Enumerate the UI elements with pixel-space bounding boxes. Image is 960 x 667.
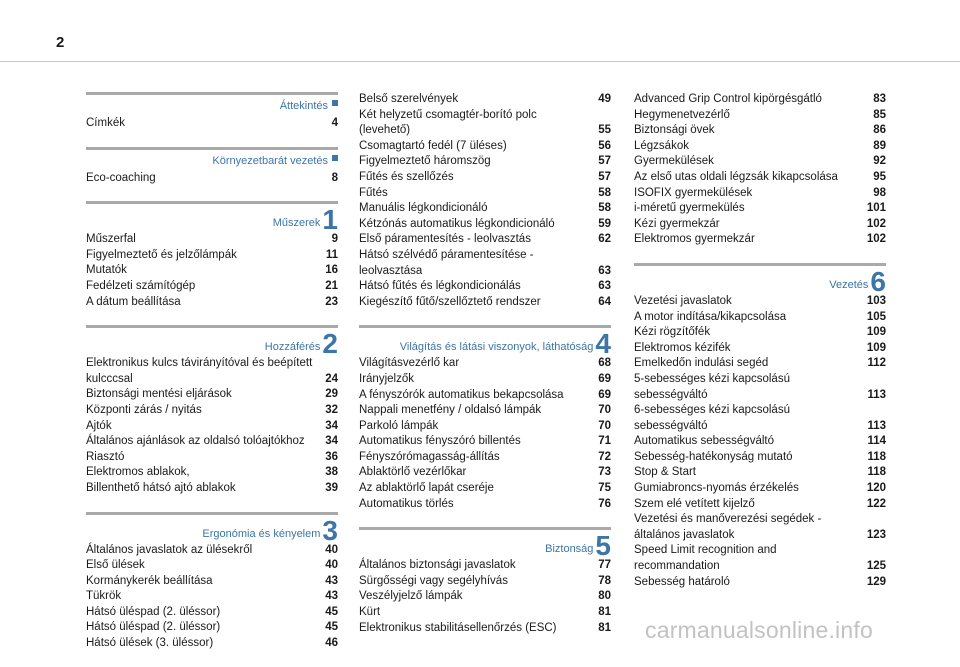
toc-entry-title: Eco-coaching <box>86 171 156 184</box>
section-number: 3 <box>322 514 338 546</box>
toc-section <box>359 92 611 310</box>
toc-entry[interactable] <box>634 294 886 310</box>
toc-section <box>359 527 611 636</box>
toc-entry-page: 29 <box>325 388 338 401</box>
toc-entry-page: 34 <box>325 419 338 432</box>
toc-entry-title: Vezetési és manőverezési segédek - általános javaslatok <box>634 513 822 541</box>
toc-entry[interactable] <box>359 497 611 513</box>
section-heading <box>86 512 338 546</box>
toc-entry-page: 92 <box>873 155 886 168</box>
toc-entry-page: 43 <box>325 574 338 587</box>
toc-entry[interactable] <box>86 279 338 295</box>
toc-entry[interactable] <box>86 403 338 419</box>
toc-entry-title: A motor indítása/kikapcsolása <box>634 310 787 323</box>
toc-entry-title: Advanced Grip Control kipörgésgátló <box>634 93 822 105</box>
toc-entry-title: Kormánykerék beállítása <box>86 574 213 587</box>
toc-entry[interactable] <box>86 465 338 481</box>
toc-entry-page: 45 <box>325 621 338 634</box>
toc-column-2 <box>359 92 611 651</box>
toc-entry-title: Hátsó üléspad (2. üléssor) <box>86 621 221 634</box>
toc-entry-title: Fedélzeti számítógép <box>86 279 196 292</box>
toc-entry-page: 16 <box>325 264 338 277</box>
toc-entry-title: Billenthető hátsó ajtó ablakok <box>86 481 236 494</box>
toc-entry-page: 62 <box>598 233 611 246</box>
toc-entry[interactable] <box>359 434 611 450</box>
toc-column-3 <box>634 92 886 605</box>
toc-entry[interactable] <box>359 92 611 108</box>
toc-entry[interactable] <box>634 481 886 497</box>
toc-entry[interactable] <box>634 201 886 217</box>
toc-entry-title: Hátsó szélvédő páramentesítése - leolvasztása <box>359 248 534 277</box>
toc-section <box>86 512 338 652</box>
toc-entry-page: 36 <box>325 450 338 463</box>
toc-entry-title: Fényszórómagasság-állítás <box>359 450 500 463</box>
toc-entry-page: 56 <box>598 139 611 152</box>
toc-entry-title: Automatikus sebességváltó <box>634 435 774 448</box>
toc-entry[interactable] <box>86 558 338 574</box>
toc-entry-page: 21 <box>325 279 338 292</box>
toc-entry-page: 57 <box>598 170 611 183</box>
toc-entry-page: 43 <box>325 590 338 603</box>
toc-entry-title: Kiegészítő fűtő/szellőztető rendszer <box>359 295 541 308</box>
toc-entry-title: Riasztó <box>86 450 125 463</box>
toc-entry[interactable] <box>86 605 338 621</box>
toc-entry-page: 58 <box>598 186 611 199</box>
section-heading <box>634 263 886 297</box>
toc-entry-title: Fűtés és szellőzés <box>359 170 454 183</box>
toc-entry[interactable] <box>634 92 886 108</box>
toc-entry-title: Ajtók <box>86 419 112 432</box>
toc-entry[interactable] <box>359 217 611 233</box>
toc-entry-page: 109 <box>866 326 886 339</box>
toc-entry[interactable] <box>359 481 611 497</box>
toc-entry-title: Elektronikus kulcs távirányítóval és beépített kulcccsal <box>86 357 313 385</box>
toc-section <box>86 147 338 187</box>
toc-entry-page: 46 <box>325 637 338 650</box>
section-square-icon <box>332 100 338 106</box>
toc-entry[interactable] <box>86 387 338 403</box>
toc-entry[interactable] <box>86 450 338 466</box>
toc-entry-title: Műszerfal <box>86 233 136 246</box>
toc-entry-title: A dátum beállítása <box>86 295 181 308</box>
toc-entry-title: 5-sebességes kézi kapcsolású sebességváltó <box>634 372 790 401</box>
toc-entry[interactable] <box>86 481 338 497</box>
toc-entry[interactable] <box>86 263 338 279</box>
toc-entry-page: 58 <box>598 202 611 215</box>
toc-entry-title: Belső szerelvények <box>359 93 459 105</box>
toc-entry-page: 76 <box>598 497 611 510</box>
toc-section <box>86 325 338 496</box>
toc-entry-title: Veszélyjelző lámpák <box>359 590 463 603</box>
section-title: Hozzáférés <box>264 341 321 354</box>
toc-entry-page: 11 <box>325 248 338 261</box>
toc-entry-page: 34 <box>325 435 338 448</box>
toc-entry-title: Manuális légkondicionáló <box>359 202 488 215</box>
toc-entry-page: 72 <box>598 450 611 463</box>
toc-entry-title: i-méretű gyermekülés <box>634 202 745 215</box>
toc-entry-title: Figyelmeztető és jelzőlámpák <box>86 248 237 261</box>
toc-entry-page: 95 <box>873 170 886 183</box>
toc-entry-title: Sürgősségi vagy segélyhívás <box>359 574 508 587</box>
toc-entry-title: Hátsó üléspad (2. üléssor) <box>86 605 221 618</box>
toc-entry[interactable] <box>359 170 611 186</box>
toc-entry-page: 125 <box>866 560 886 573</box>
toc-entry[interactable] <box>634 512 886 543</box>
toc-entry[interactable] <box>634 154 886 170</box>
toc-entry-title: Nappali menetfény / oldalsó lámpák <box>359 404 542 417</box>
toc-entry[interactable] <box>86 232 338 248</box>
toc-entry-page: 81 <box>598 606 611 619</box>
toc-entry[interactable] <box>359 248 611 279</box>
toc-entry[interactable] <box>86 636 338 652</box>
toc-entry[interactable] <box>359 201 611 217</box>
toc-entry-page: 118 <box>867 466 886 479</box>
toc-entry-page: 40 <box>325 543 338 556</box>
toc-entry-page: 83 <box>873 93 886 105</box>
toc-entry[interactable] <box>359 621 611 637</box>
toc-entry[interactable] <box>634 356 886 372</box>
toc-entry-page: 113 <box>867 388 886 401</box>
toc-entry[interactable] <box>634 465 886 481</box>
toc-entry-title: Elektromos gyermekzár <box>634 233 755 246</box>
toc-entry-page: 63 <box>598 264 611 277</box>
toc-entry[interactable] <box>634 325 886 341</box>
toc-entry-title: Biztonsági mentési eljárások <box>86 388 232 401</box>
toc-entry-page: 38 <box>325 466 338 479</box>
toc-entry-page: 24 <box>325 372 338 385</box>
toc-entry-page: 102 <box>866 217 886 230</box>
toc-entry[interactable] <box>634 341 886 357</box>
toc-entry-page: 118 <box>867 450 886 463</box>
toc-entry-title: Figyelmeztető háromszög <box>359 155 491 168</box>
header-rule <box>0 61 960 62</box>
toc-entry-title: Mutatók <box>86 264 127 277</box>
toc-entry-title: Első ülések <box>86 559 145 572</box>
section-number: 1 <box>322 204 338 236</box>
toc-entry-page: 112 <box>867 357 886 370</box>
toc-entry-title: Emelkedőn indulási segéd <box>634 357 769 370</box>
toc-entry[interactable] <box>359 154 611 170</box>
toc-entry-page: 32 <box>325 403 338 416</box>
toc-entry-page: 120 <box>866 482 886 495</box>
section-number: 4 <box>595 328 611 360</box>
toc-entry-title: Sebesség határoló <box>634 575 730 588</box>
toc-entry-page: 40 <box>325 559 338 572</box>
toc-section <box>634 92 886 248</box>
toc-entry-title: Hegymenetvezérlő <box>634 108 730 121</box>
toc-entry-title: Automatikus törlés <box>359 497 454 510</box>
section-heading <box>86 201 338 236</box>
toc-entry-title: Címkék <box>86 117 125 129</box>
section-number: 2 <box>322 328 338 360</box>
toc-section <box>634 263 886 590</box>
section-title: Áttekintés <box>279 100 328 112</box>
section-heading <box>359 527 611 562</box>
toc-entry-page: 64 <box>598 295 611 308</box>
toc-entry[interactable] <box>359 574 611 590</box>
toc-entry[interactable] <box>86 574 338 590</box>
toc-entry-page: 77 <box>598 559 611 572</box>
toc-entry-page: 89 <box>873 139 886 152</box>
toc-entry[interactable] <box>359 388 611 404</box>
toc-entry-title: Kézi rögzítőfék <box>634 326 711 339</box>
toc-entry-page: 81 <box>598 621 611 634</box>
toc-entry[interactable] <box>86 116 338 132</box>
toc-entry-title: Általános biztonsági javaslatok <box>359 559 516 572</box>
toc-entry-title: Elektromos kézifék <box>634 341 731 354</box>
toc-entry-title: Gumiabroncs-nyomás érzékelés <box>634 482 799 495</box>
toc-entry-page: 49 <box>598 93 611 105</box>
section-title: Biztonság <box>545 543 594 556</box>
toc-entry-page: 85 <box>873 108 886 121</box>
toc-entry-page: 71 <box>598 435 611 448</box>
toc-entry-page: 103 <box>866 294 886 307</box>
toc-entry-title: Vezetési javaslatok <box>634 294 732 307</box>
toc-entry[interactable] <box>634 372 886 403</box>
toc-entry[interactable] <box>634 497 886 513</box>
section-heading <box>86 325 338 360</box>
toc-entry[interactable] <box>634 170 886 186</box>
toc-entry-title: Az ablaktörlő lapát cseréje <box>359 482 494 495</box>
toc-entry-title: Parkoló lámpák <box>359 419 439 432</box>
section-square-icon <box>332 155 338 161</box>
toc-entry[interactable] <box>634 108 886 124</box>
section-title: Környezetbarát vezetés <box>212 154 328 167</box>
toc-entry[interactable] <box>634 232 886 248</box>
toc-entry-title: Stop & Start <box>634 466 697 479</box>
toc-column-1 <box>86 92 338 667</box>
toc-entry-page: 4 <box>331 117 338 129</box>
toc-entry-page: 45 <box>325 605 338 618</box>
toc-entry-page: 68 <box>598 357 611 370</box>
toc-entry-page: 122 <box>866 497 886 510</box>
toc-entry-title: Csomagtartó fedél (7 üléses) <box>359 139 507 152</box>
section-heading <box>359 325 611 360</box>
toc-entry[interactable] <box>86 295 338 311</box>
toc-entry-page: 98 <box>873 186 886 199</box>
toc-entry[interactable] <box>359 108 611 139</box>
toc-entry-page: 70 <box>598 404 611 417</box>
toc-entry[interactable] <box>359 372 611 388</box>
toc-entry-page: 102 <box>866 233 886 246</box>
toc-entry[interactable] <box>359 403 611 419</box>
toc-section <box>86 92 338 132</box>
toc-entry-page: 123 <box>866 528 886 541</box>
toc-entry[interactable] <box>634 217 886 233</box>
page-number: 2 <box>56 34 65 51</box>
toc-entry-page: 113 <box>867 419 886 432</box>
toc-entry-title: Biztonsági övek <box>634 124 715 137</box>
toc-entry-page: 80 <box>598 590 611 603</box>
watermark: carmanualsonline.info <box>645 617 873 643</box>
toc-entry-title: Légzsákok <box>634 139 689 152</box>
toc-entry[interactable] <box>359 450 611 466</box>
toc-entry[interactable] <box>86 419 338 435</box>
toc-entry[interactable] <box>86 543 338 559</box>
toc-entry-page: 39 <box>325 481 338 494</box>
toc-entry[interactable] <box>86 589 338 605</box>
toc-entry-title: Világításvezérlő kar <box>359 357 460 370</box>
toc-entry-title: Kétzónás automatikus légkondicionáló <box>359 217 555 230</box>
toc-entry[interactable] <box>634 123 886 139</box>
toc-entry[interactable] <box>359 465 611 481</box>
toc-entry-title: Szem elé vetített kijelző <box>634 497 755 510</box>
toc-entry-page: 59 <box>598 217 611 230</box>
toc-entry[interactable] <box>359 279 611 295</box>
toc-entry-title: ISOFIX gyermekülések <box>634 186 753 199</box>
section-title: Világítás és látási viszonyok, láthatóság <box>399 341 594 354</box>
toc-entry-title: Hátsó ülések (3. üléssor) <box>86 637 214 650</box>
toc-entry[interactable] <box>634 139 886 155</box>
toc-section <box>86 201 338 310</box>
toc-entry-page: 55 <box>598 124 611 137</box>
toc-entry-title: Elektromos ablakok, <box>86 466 190 479</box>
toc-entry-title: A fényszórók automatikus bekapcsolása <box>359 388 564 401</box>
section-number: 5 <box>595 530 611 562</box>
toc-entry-title: 6-sebességes kézi kapcsolású sebességváltó <box>634 404 790 432</box>
section-heading <box>86 92 338 115</box>
toc-entry-title: Központi zárás / nyitás <box>86 403 202 416</box>
toc-entry-page: 8 <box>331 171 338 184</box>
toc-entry-title: Irányjelzők <box>359 372 414 385</box>
section-title: Ergonómia és kényelem <box>202 527 321 540</box>
toc-entry-page: 70 <box>598 419 611 432</box>
toc-entry[interactable] <box>359 186 611 202</box>
toc-entry-page: 73 <box>598 466 611 479</box>
toc-entry-title: Speed Limit recognition and recommandation <box>634 544 777 573</box>
toc-entry-title: Elektronikus stabilitásellenőrzés (ESC) <box>359 621 557 634</box>
toc-entry-title: Kézi gyermekzár <box>634 217 720 230</box>
toc-entry-page: 86 <box>873 124 886 137</box>
toc-entry-page: 57 <box>598 155 611 168</box>
toc-entry-title: Hátsó fűtés és légkondicionálás <box>359 280 521 293</box>
toc-entry[interactable] <box>634 543 886 574</box>
toc-entry[interactable] <box>86 248 338 264</box>
toc-entry[interactable] <box>86 171 338 187</box>
toc-entry-title: Gyermekülések <box>634 155 714 168</box>
toc-section <box>359 325 611 512</box>
toc-entry-title: Általános javaslatok az ülésekről <box>86 543 253 556</box>
toc-entry[interactable] <box>634 186 886 202</box>
toc-entry[interactable] <box>86 356 338 387</box>
section-number: 6 <box>870 265 886 297</box>
section-title: Műszerek <box>272 217 321 230</box>
toc-entry-title: Általános ajánlások az oldalsó tolóajtókhoz <box>86 435 305 448</box>
toc-entry-page: 101 <box>866 202 886 215</box>
toc-entry-title: Fűtés <box>359 186 388 199</box>
toc-entry[interactable] <box>359 139 611 155</box>
toc-entry[interactable] <box>359 419 611 435</box>
section-title: Vezetés <box>829 278 869 291</box>
toc-entry-title: Első páramentesítés - leolvasztás <box>359 233 531 246</box>
toc-entry[interactable] <box>359 232 611 248</box>
toc-entry-page: 69 <box>598 372 611 385</box>
toc-entry-page: 105 <box>866 310 886 323</box>
toc-entry[interactable] <box>359 295 611 311</box>
section-heading <box>86 147 338 170</box>
toc-entry[interactable] <box>634 403 886 434</box>
toc-entry-title: Ablaktörlő vezérlőkar <box>359 466 467 479</box>
toc-entry-page: 63 <box>598 280 611 293</box>
toc-entry-page: 109 <box>866 341 886 354</box>
toc-entry[interactable] <box>86 434 338 450</box>
toc-entry-page: 129 <box>866 575 886 588</box>
toc-entry-page: 114 <box>867 435 886 448</box>
toc-entry[interactable] <box>359 558 611 574</box>
toc-entry-page: 75 <box>598 482 611 495</box>
toc-entry-title: Kürt <box>359 606 381 619</box>
toc-entry[interactable] <box>359 589 611 605</box>
toc-entry-title: Tükrök <box>86 590 122 603</box>
toc-entry-page: 9 <box>331 233 338 246</box>
toc-entry-title: Sebesség-hatékonyság mutató <box>634 450 793 463</box>
toc-entry[interactable] <box>359 605 611 621</box>
toc-entry-page: 69 <box>598 388 611 401</box>
toc-entry-page: 23 <box>325 295 338 308</box>
toc-entry[interactable] <box>634 310 886 326</box>
toc-entry[interactable] <box>634 575 886 591</box>
toc-entry-title: Az első utas oldali légzsák kikapcsolása <box>634 170 838 183</box>
toc-entry[interactable] <box>86 620 338 636</box>
toc-entry-page: 78 <box>598 574 611 587</box>
toc-entry[interactable] <box>634 434 886 450</box>
toc-entry-title: Automatikus fényszóró billentés <box>359 435 521 448</box>
toc-entry[interactable] <box>634 450 886 466</box>
toc-entry[interactable] <box>359 356 611 372</box>
toc-entry-title: Két helyzetű csomagtér-borító polc (levehető) <box>359 108 537 137</box>
